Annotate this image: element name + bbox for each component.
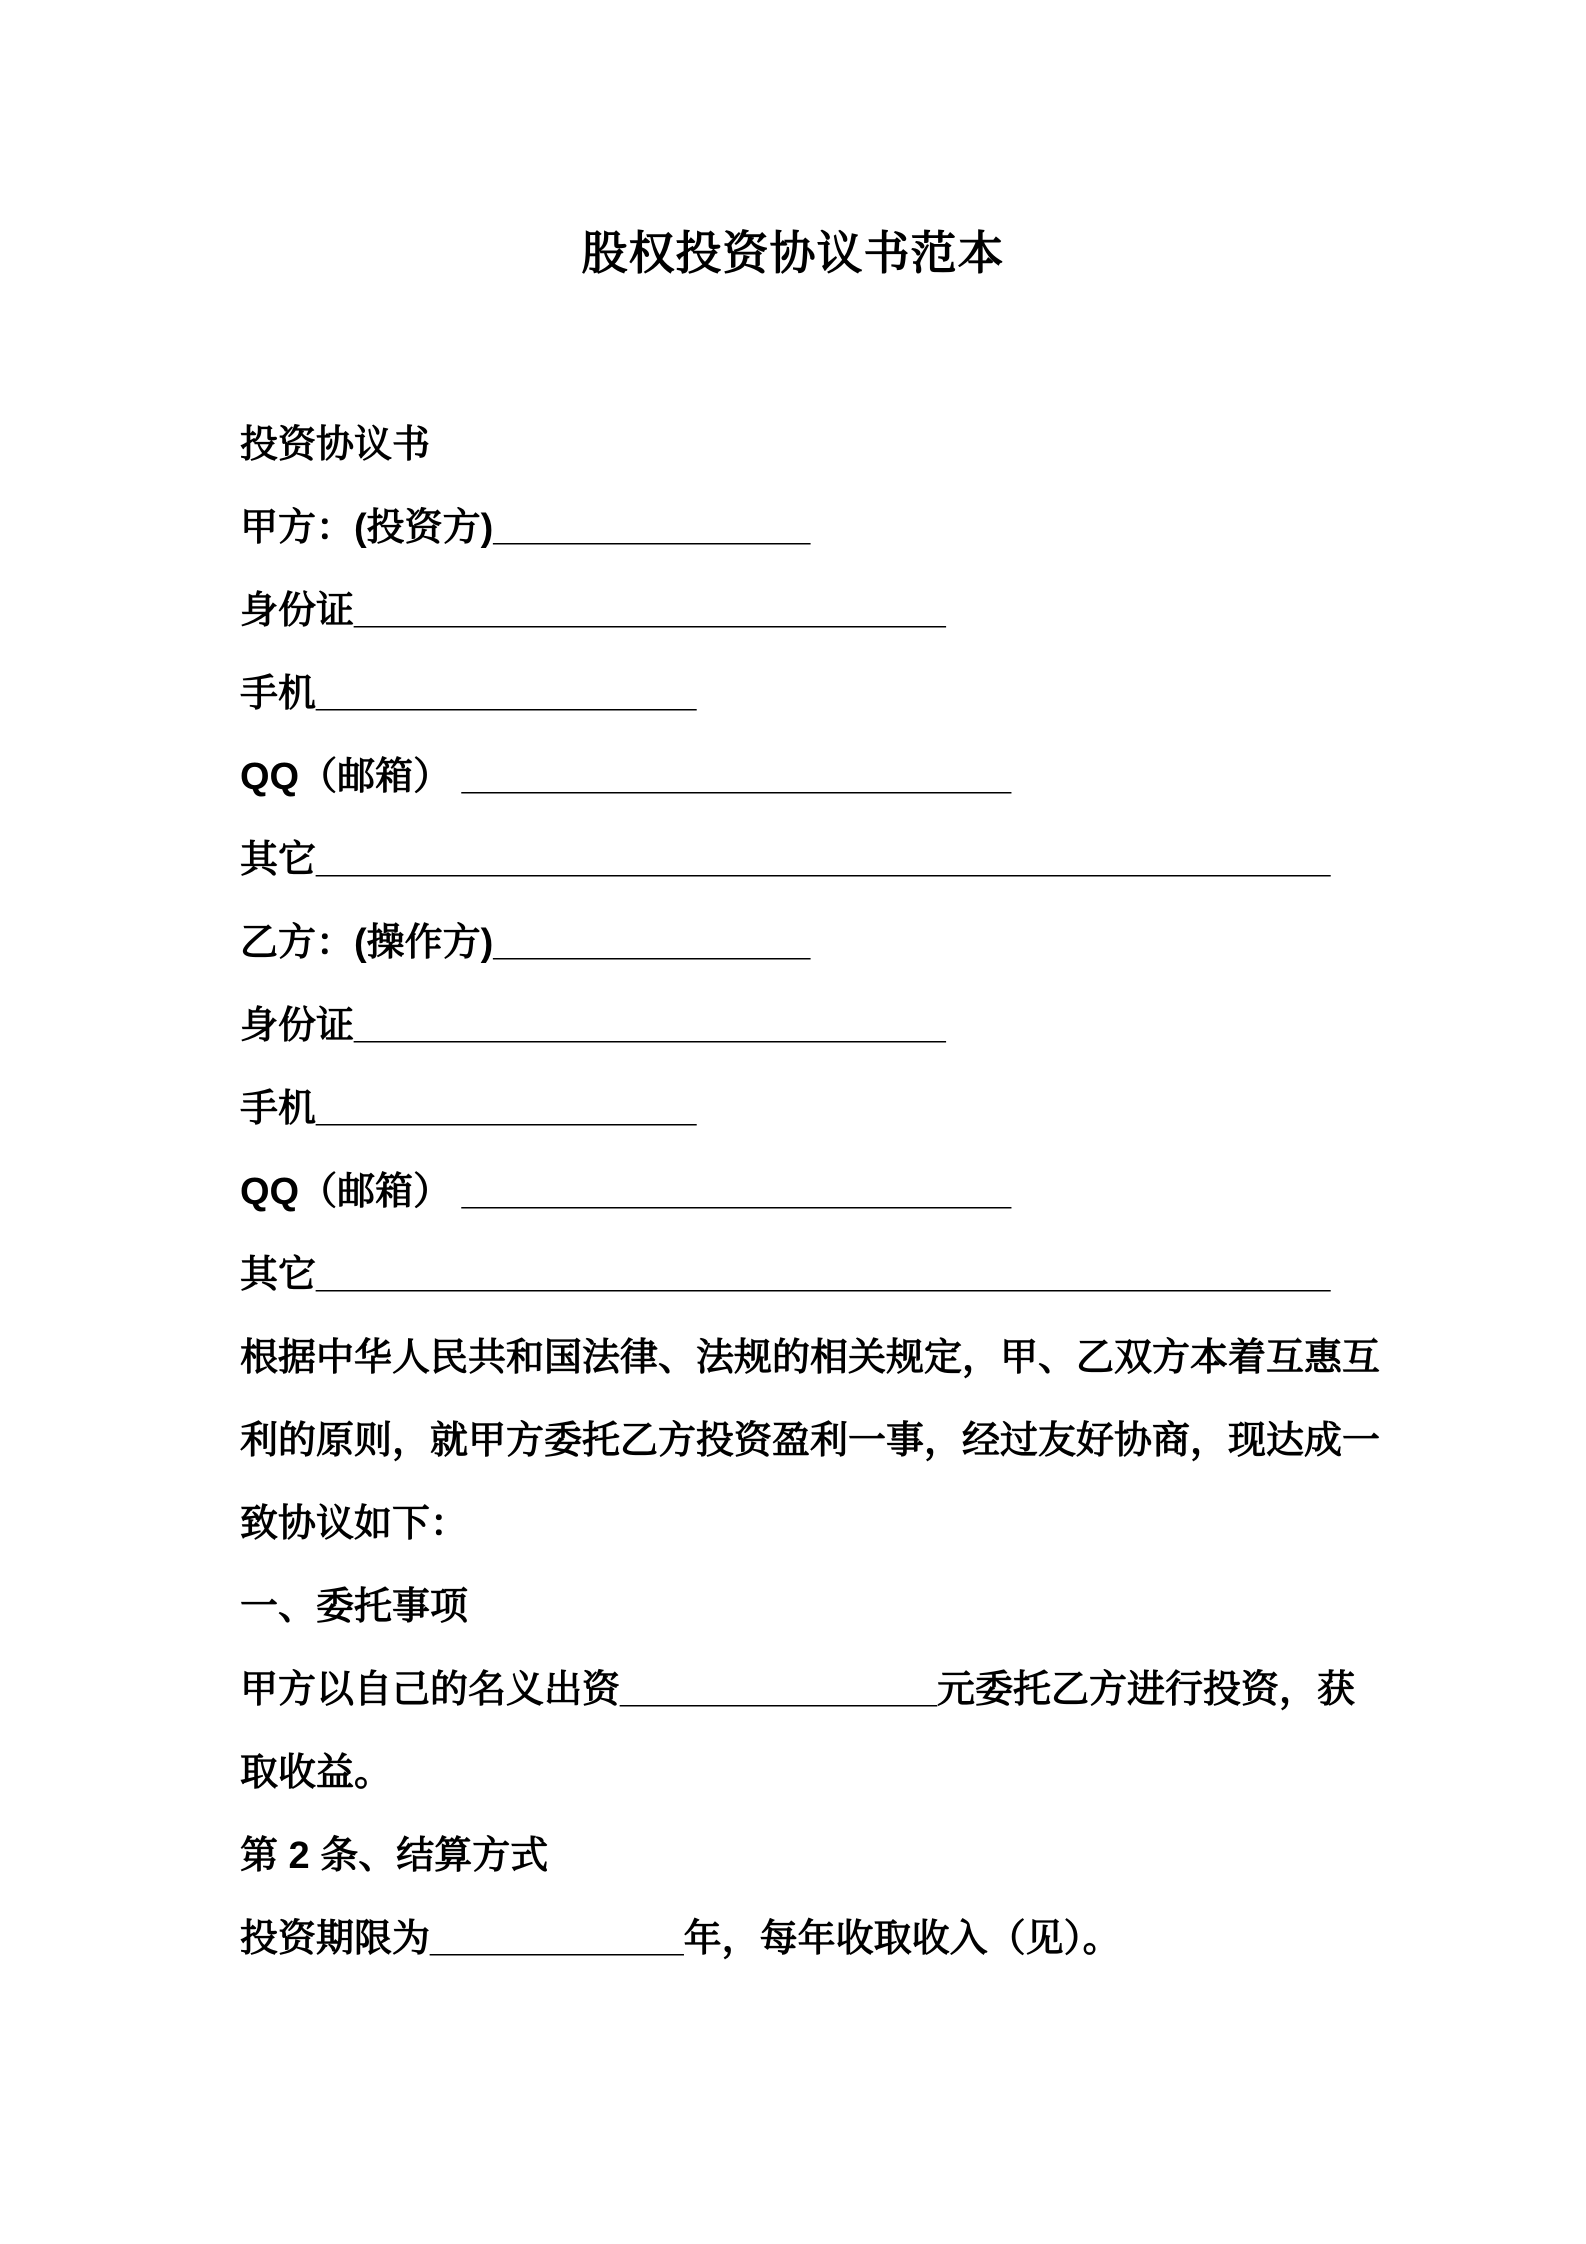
party-b-qq-email-line: QQ（邮箱） __________________________ (240, 1171, 1012, 1213)
party-a-other-line: 其它________________________________________________ (240, 839, 1331, 881)
party-b-id-card-line: 身份证____________________________ (240, 1005, 946, 1047)
investment-amount-line: 甲方以自己的名义出资_______________元委托乙方进行投资，获 (240, 1669, 1356, 1711)
preamble-line-3: 致协议如下： (240, 1503, 469, 1545)
preamble-line-1: 根据中华人民共和国法律、法规的相关规定，甲、乙双方本着互惠互 (240, 1337, 1381, 1379)
document-body (240, 404, 1426, 1981)
section-1-heading: 一、委托事项 (240, 1586, 469, 1628)
party-a-qq-email-line: QQ（邮箱） __________________________ (240, 756, 1012, 798)
party-a-phone-line: 手机__________________ (240, 673, 697, 715)
doc-subtitle: 投资协议书 (240, 424, 431, 466)
investment-term-line: 投资期限为____________年，每年收取收入（见）。 (240, 1918, 1121, 1960)
party-a-id-card-line: 身份证____________________________ (240, 590, 946, 632)
party-b-other-line: 其它________________________________________________ (240, 1254, 1331, 1296)
party-b-phone-line: 手机__________________ (240, 1088, 697, 1130)
party-a-line: 甲方：(投资方)_______________ (240, 507, 811, 549)
document-title: 股权投资协议书范本 (581, 227, 1005, 279)
investment-amount-cont: 取收益。 (240, 1752, 393, 1794)
preamble-line-2: 利的原则，就甲方委托乙方投资盈利一事，经过友好协商，现达成一 (240, 1420, 1381, 1462)
party-b-line: 乙方：(操作方)_______________ (240, 922, 811, 964)
section-2-heading: 第 2 条、结算方式 (240, 1835, 549, 1877)
